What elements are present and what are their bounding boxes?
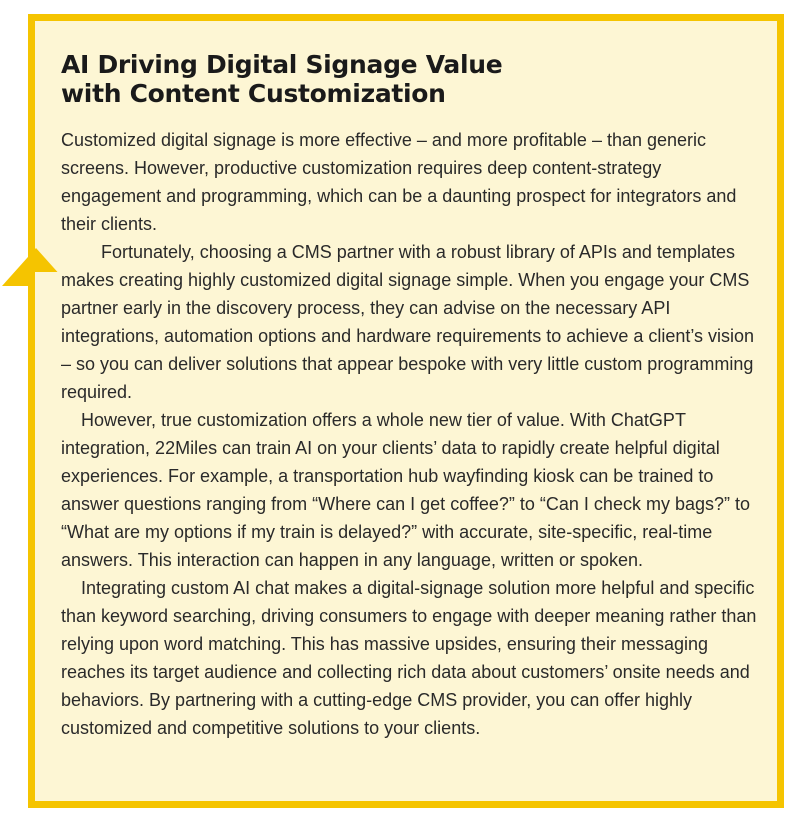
paragraph-1: Customized digital signage is more effective – and more profitable – than generic screens. However, productive customization requires deep content-strategy engagement and programming, which can be a daunting prospect for integrators and their clients.	[61, 130, 737, 234]
title-line-1: AI Driving Digital Signage Value	[61, 50, 503, 79]
paragraph-4: Integrating custom AI chat makes a digital-signage solution more helpful and specific than keyword searching, driving consumers to engage with deeper meaning rather than relying upon word matching. This has massive upsides, ensuring their messaging reaches its target audience and collecting rich data about customers’ onsite needs and behaviors. By partnering with a cutting-edge CMS provider, you can offer highly customized and competitive solutions to your clients.	[61, 578, 757, 738]
article-body	[61, 126, 761, 742]
paragraph-2: Fortunately, choosing a CMS partner with a robust library of APIs and templates makes creating highly customized digital signage simple. When you engage your CMS partner early in the discovery process, they can advise on the necessary API integrations, automation options and hardware requirements to achieve a client’s vision – so you can deliver solutions that appear bespoke with very little custom programming required.	[61, 242, 755, 402]
article-title	[61, 50, 761, 108]
title-line-2: with Content Customization	[61, 79, 446, 108]
paragraph-3: However, true customization offers a whole new tier of value. With ChatGPT integration, 22Miles can train AI on your clients’ data to rapidly create helpful digital experiences. For example, a transportation hub wayfinding kiosk can be trained to answer questions ranging from “Where can I get coffee?” to “Can I check my bags?” to “What are my options if my train is delayed?” with accurate, site-specific, real-time answers. This interaction can happen in any language, written or spoken.	[61, 410, 751, 570]
